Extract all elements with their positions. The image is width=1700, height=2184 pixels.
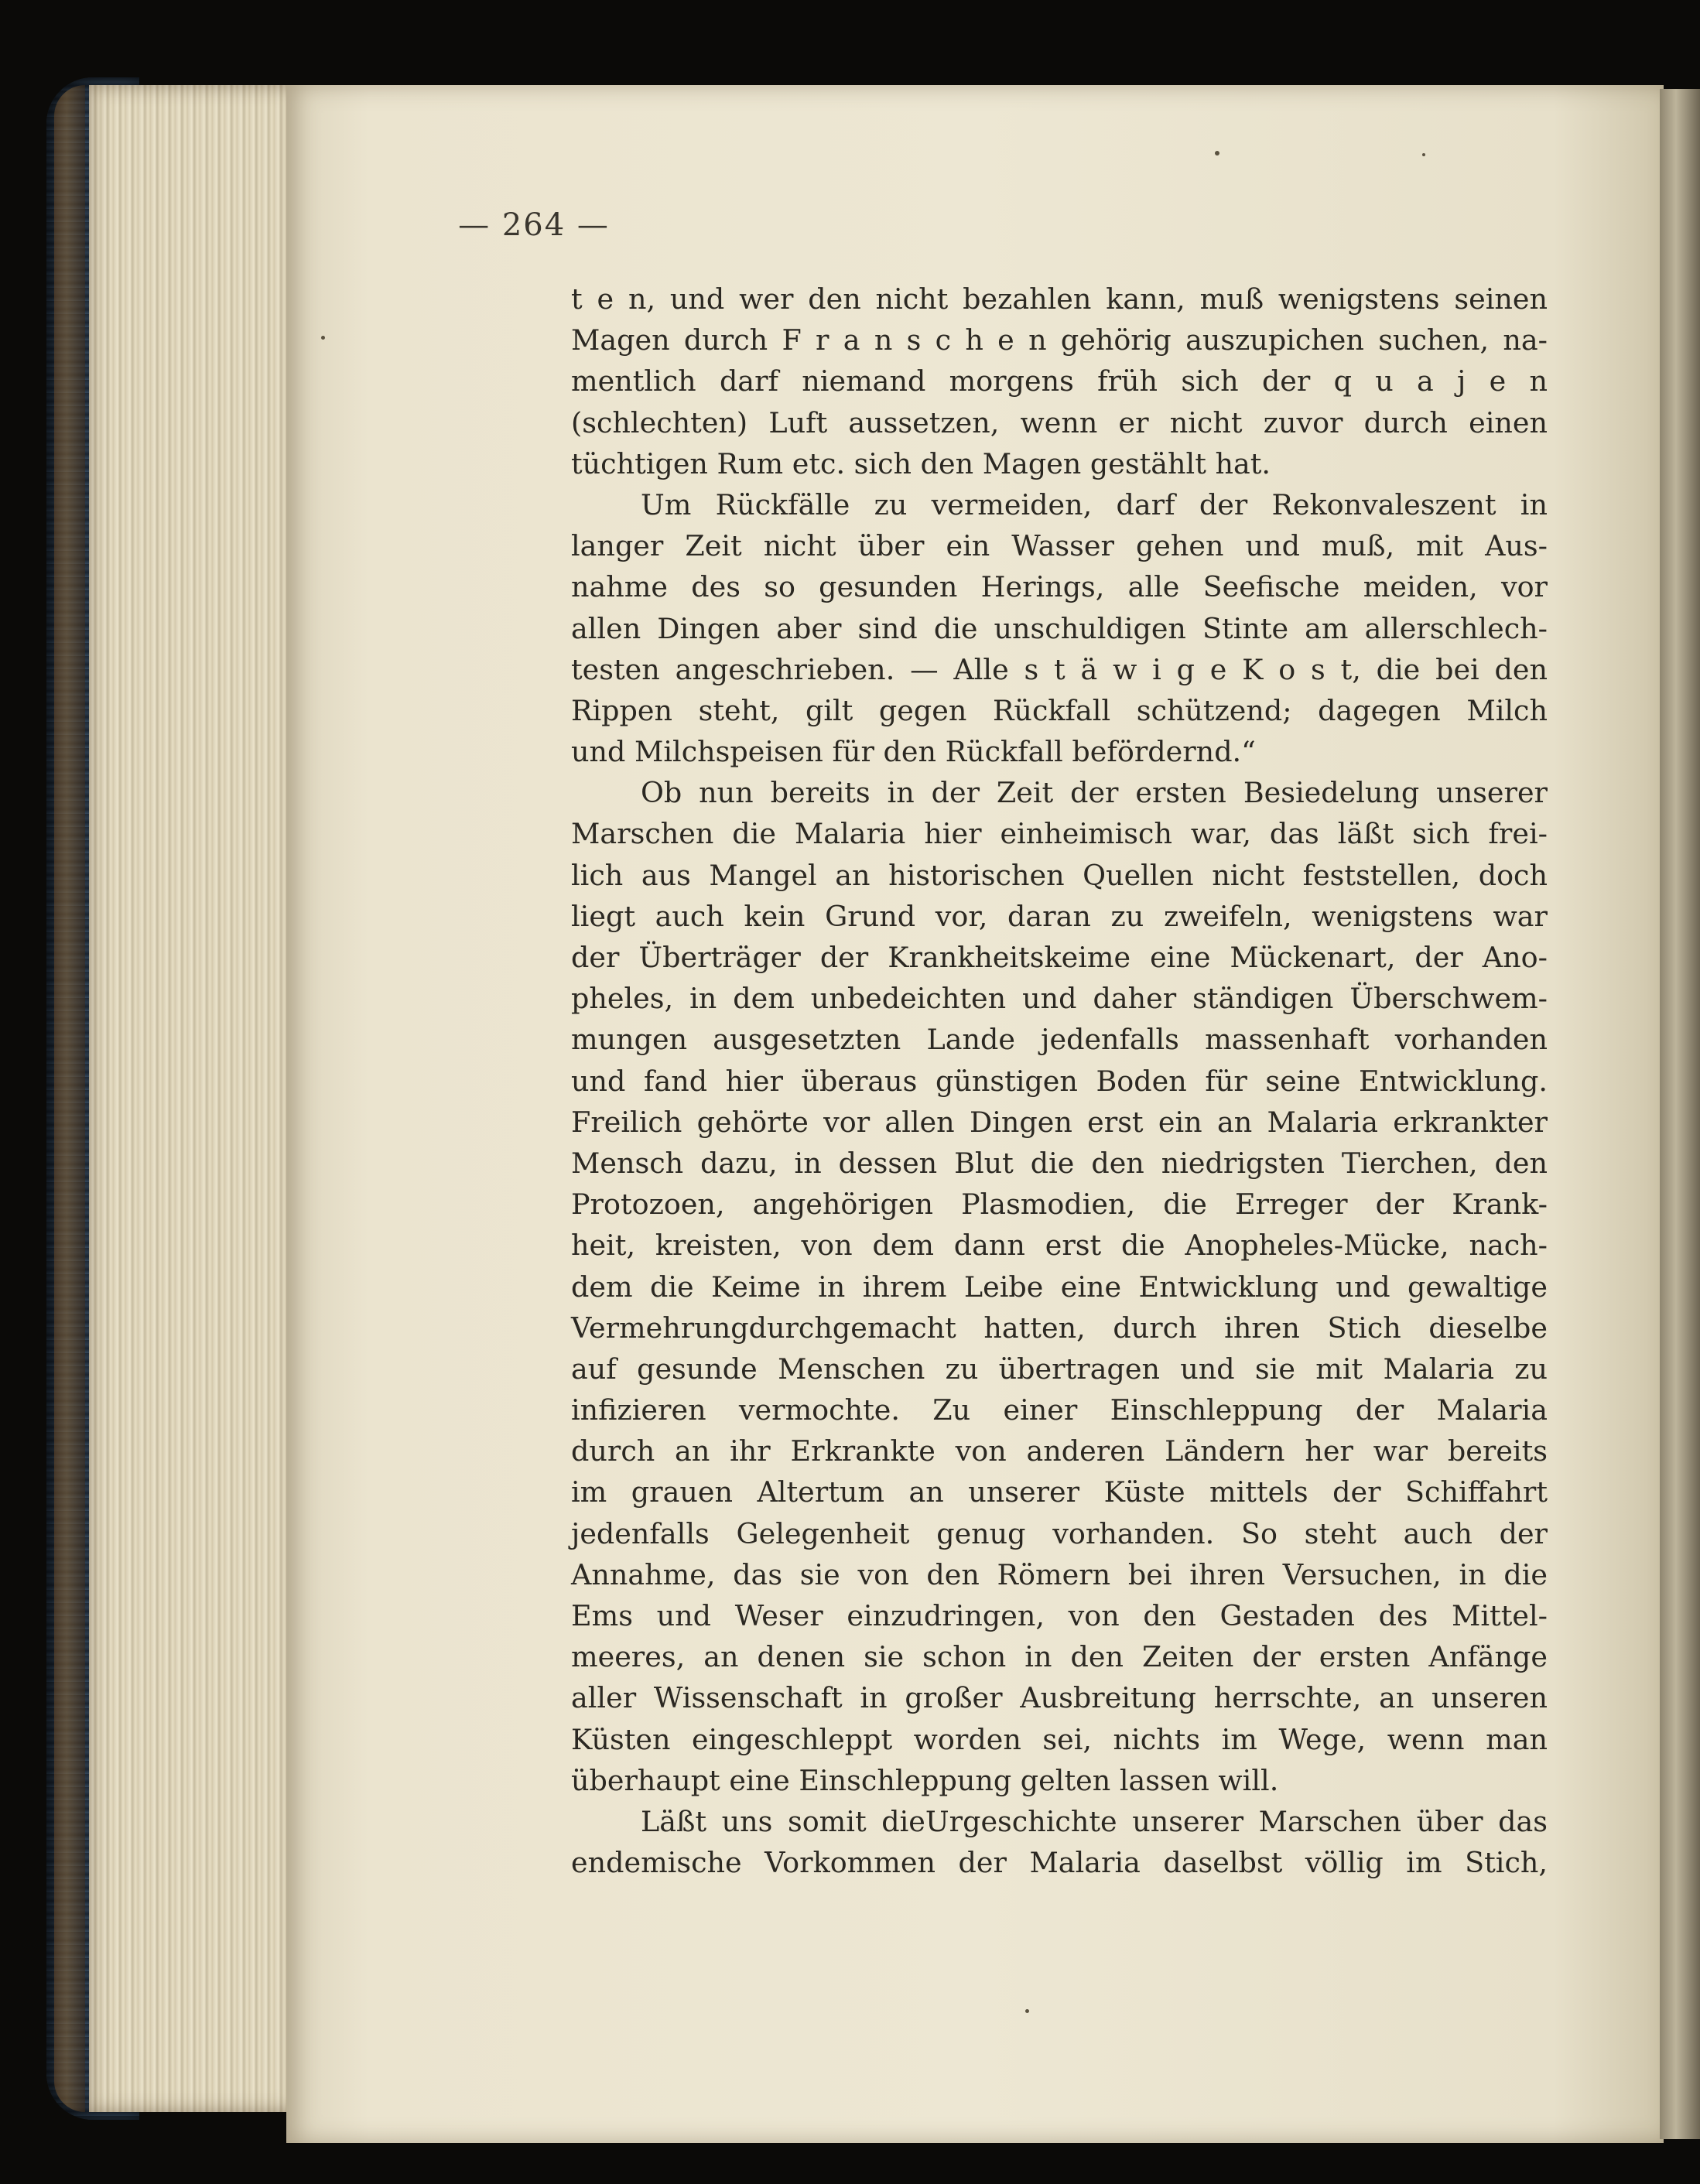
text-line: nahme des so gesunden Herings, alle Seefische meiden, vor [571, 570, 1548, 604]
text-line: und Milchspeisen für den Rückfall befördernd.“ [571, 735, 1256, 769]
text-line: Vermehrungdurchgemacht hatten, durch ihren Stich dieselbe [571, 1311, 1548, 1345]
text-line: im grauen Altertum an unserer Küste mittels der Schiffahrt [571, 1475, 1548, 1509]
text-line: Annahme, das sie von den Römern bei ihren Versuchen, in die [571, 1557, 1548, 1591]
text-line: Küsten eingeschleppt worden sei, nichts im Wege, wenn man [571, 1722, 1548, 1756]
facing-page-edge [1660, 89, 1700, 2139]
text-line: heit, kreisten, von dem dann erst die Anopheles-Mücke, nach- [571, 1229, 1548, 1263]
text-line: Um Rückfälle zu vermeiden, darf der Rekonvaleszent in [641, 487, 1548, 521]
page-speck [1422, 153, 1425, 156]
text-line: liegt auch kein Grund vor, daran zu zweifeln, wenigstens war [571, 899, 1548, 933]
text-line: testen angeschrieben. — Alle s t ä w i g e K o s t, die bei den [571, 652, 1548, 686]
text-line: endemische Vorkommen der Malaria daselbst völlig im Stich, [571, 1846, 1548, 1880]
text-line: dem die Keime in ihrem Leibe eine Entwicklung und gewaltige [571, 1270, 1548, 1304]
text-line: Freilich gehörte vor allen Dingen erst ein an Malaria erkrankter [571, 1105, 1548, 1139]
text-line: der Überträger der Krankheitskeime eine Mückenart, der Ano- [571, 941, 1548, 974]
text-line: t e n, und wer den nicht bezahlen kann, muß wenigstens seinen [571, 282, 1548, 316]
text-line: langer Zeit nicht über ein Wasser gehen und muß, mit Aus- [571, 529, 1548, 563]
text-line: Mensch dazu, in dessen Blut die den niedrigsten Tierchen, den [571, 1146, 1548, 1180]
body-text [571, 279, 1548, 1883]
text-line: (schlechten) Luft aussetzen, wenn er nicht zuvor durch einen [571, 405, 1548, 439]
text-line: auf gesunde Menschen zu übertragen und sie mit Malaria zu [571, 1352, 1548, 1386]
page-edges-stack [89, 85, 298, 2112]
text-line: Ems und Weser einzudringen, von den Gestaden des Mittel- [571, 1599, 1548, 1632]
text-line: pheles, in dem unbedeichten und daher ständigen Überschwem- [571, 982, 1548, 1016]
text-line: Magen durch F r a n s c h e n gehörig auszupichen suchen, na- [571, 323, 1548, 357]
text-line: lich aus Mangel an historischen Quellen nicht feststellen, doch [571, 858, 1548, 892]
text-line: mungen ausgesetzten Lande jedenfalls massenhaft vorhanden [571, 1023, 1548, 1057]
text-line: Ob nun bereits in der Zeit der ersten Besiedelung unserer [641, 776, 1548, 810]
text-line: überhaupt eine Einschleppung gelten lassen will. [571, 1763, 1279, 1797]
page-speck [321, 336, 325, 340]
text-line: mentlich darf niemand morgens früh sich der q u a j e n [571, 364, 1548, 398]
text-line: Rippen steht, gilt gegen Rückfall schützend; dagegen Milch [571, 693, 1548, 727]
text-line: und fand hier überaus günstigen Boden für seine Entwicklung. [571, 1064, 1548, 1098]
page-speck [1215, 151, 1219, 156]
text-line: Protozoen, angehörigen Plasmodien, die Erreger der Krank- [571, 1188, 1548, 1222]
text-line: infizieren vermochte. Zu einer Einschleppung der Malaria [571, 1393, 1548, 1427]
text-line: jedenfalls Gelegenheit genug vorhanden. So steht auch der [571, 1516, 1548, 1550]
page-number: — 264 — [458, 207, 610, 243]
text-line: Läßt uns somit dieUrgeschichte unserer Marschen über das [641, 1804, 1548, 1838]
text-line: tüchtigen Rum etc. sich den Magen gestählt hat. [571, 446, 1271, 480]
text-line: durch an ihr Erkrankte von anderen Ländern her war bereits [571, 1434, 1548, 1468]
text-line: Marschen die Malaria hier einheimisch war, das läßt sich frei- [571, 817, 1548, 851]
text-line: meeres, an denen sie schon in den Zeiten der ersten Anfänge [571, 1640, 1548, 1674]
text-line: aller Wissenschaft in großer Ausbreitung herrschte, an unseren [571, 1681, 1548, 1715]
text-line: allen Dingen aber sind die unschuldigen Stinte am allerschlech- [571, 611, 1548, 645]
cover-edge [54, 85, 85, 2112]
page-speck [1025, 2009, 1029, 2013]
